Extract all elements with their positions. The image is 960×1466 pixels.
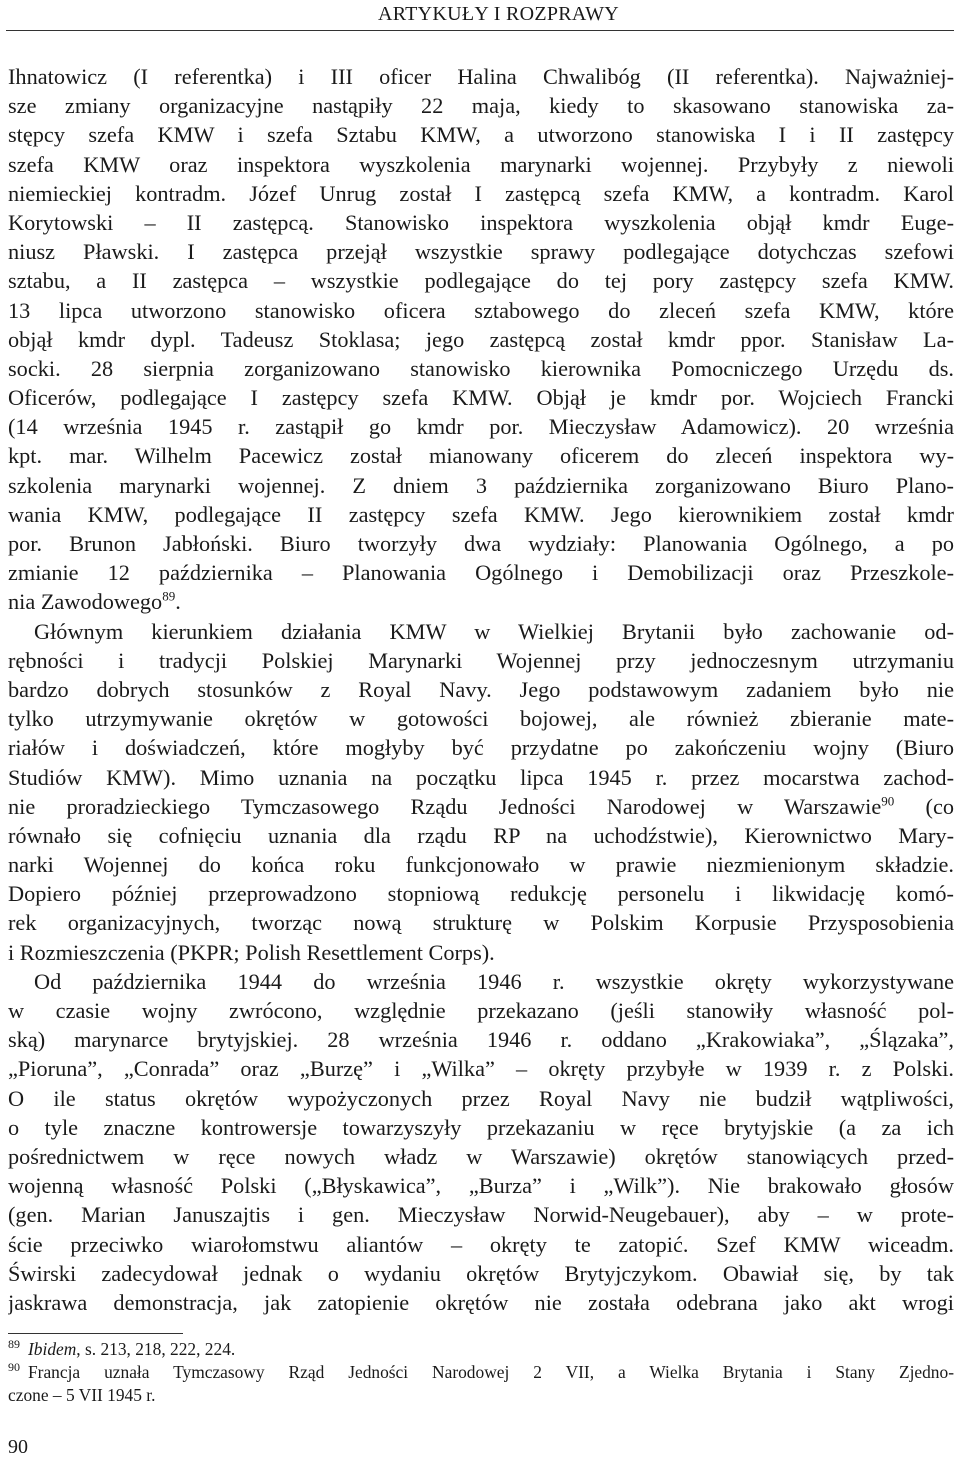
text-line: Studiów KMW). Mimo uznania na początku lipca 1945 r. przez mocarstwa zachod-	[8, 764, 954, 790]
text-line: jaskrawa demonstracja, jak zatopienie okrętów nie została odebrana jako akt wrogi	[8, 1289, 954, 1315]
text-line: 13 lipca utworzono stanowisko oficera sztabowego do zleceń szefa KMW, które	[8, 297, 954, 323]
text-line: o tyle znaczne kontrowersje towarzyszyły przekazaniu w ręce brytyjskie (a za ich	[8, 1114, 954, 1140]
footnote-number: 90	[8, 1361, 20, 1375]
text-line: riałów i doświadczeń, które mogłyby być przydatne po zakończeniu wojny (Biuro	[8, 735, 954, 761]
footnote-90	[8, 1361, 954, 1384]
text-line: O ile status okrętów wypożyczonych przez Royal Navy nie budził wątpliwości,	[8, 1085, 954, 1111]
text-line: narki Wojennej do końca roku funkcjonowało w prawie niezmienionym składzie.	[8, 852, 954, 878]
footnote-ref-90[interactable]: 90	[881, 793, 895, 809]
text-line: i Rozmieszczenia (PKPR; Polish Resettlement Corps).	[8, 939, 495, 965]
text-line: Głównym kierunkiem działania KMW w Wielkiej Brytanii było zachowanie od-	[34, 618, 954, 644]
text-line: wania KMW, podlegające II zastępcy szefa KMW. Jego kierownikiem został kmdr	[8, 501, 954, 527]
text-line: (gen. Marian Januszajtis i gen. Mieczysław Norwid-Neugebauer), aby – w prote-	[8, 1202, 954, 1228]
header-rule	[6, 30, 954, 31]
text-line: tylko utrzymywanie okrętów w gotowości bojowej, ale również zbieranie mate-	[8, 706, 954, 732]
footnote-number: 89	[8, 1338, 20, 1352]
body-text	[8, 62, 954, 1317]
page-number: 90	[8, 1436, 28, 1458]
text-line: stępcy szefa KMW i szefa Sztabu KMW, a utworzono stanowiska I i II zastępcy	[8, 122, 954, 148]
text-line: niemieckiej kontradm. Józef Unrug został I zastępcą szefa KMW, a kontradm. Karol	[8, 180, 954, 206]
text-line	[8, 587, 954, 616]
footnote-text: Francja uznała Tymczasowy Rząd Jedności Narodowej 2 VII, a Wielka Brytania i Stany Zjedno-	[28, 1362, 954, 1382]
text-segment: nia Zawodowego	[8, 589, 163, 615]
text-line: niusz Pławski. I zastępca przejął wszystkie sprawy podlegające dotychczas szefowi	[8, 239, 954, 265]
text-line: szefa KMW oraz inspektora wyszkolenia marynarki wojennej. Przybyły z niewoli	[8, 151, 954, 177]
text-line: równało się cofnięciu uznania dla rządu RP na uchodźstwie), Kierownictwo Mary-	[8, 822, 954, 848]
text-line: socki. 28 sierpnia zorganizowano stanowisko kierownika Pomocniczego Urzędu ds.	[8, 355, 954, 381]
text-line: ście przeciwko wiarołomstwu aliantów – okręty te zatopić. Szef KMW wiceadm.	[8, 1231, 954, 1257]
text-line: Oficerów, podlegające I zastępcy szefa KMW. Objął je kmdr por. Wojciech Francki	[8, 385, 954, 411]
text-line: Od października 1944 do września 1946 r. wszystkie okręty wykorzystywane	[34, 968, 954, 994]
text-line: zmianie 12 października – Planowania Ogólnego i Demobilizacji oraz Przeszkole-	[8, 560, 954, 586]
footnote-90-cont: czone – 5 VII 1945 r.	[8, 1385, 156, 1405]
footnote-ref-89[interactable]: 89	[162, 588, 176, 604]
text-line: Świrski zadecydował jednak o wydaniu okrętów Brytyjczykom. Obawiał się, by tak	[8, 1260, 954, 1286]
text-line: por. Brunon Jabłoński. Biuro tworzyły dwa wydziały: Planowania Ogólnego, a po	[8, 531, 954, 556]
text-line: w czasie wojny zwrócono, względnie przekazano (jeśli stanowiły własność pol-	[8, 998, 954, 1023]
text-line: Korytowski – II zastępcą. Stanowisko inspektora wyszkolenia objął kmdr Euge-	[8, 209, 954, 235]
footnotes	[8, 1338, 954, 1407]
text-line: szkolenia marynarki wojennej. Z dniem 3 października zorganizowano Biuro Plano-	[8, 472, 954, 498]
footnote-italic: Ibidem	[28, 1339, 77, 1359]
text-segment: .	[175, 589, 181, 615]
text-line: pośrednictwem w ręce nowych władz w Warszawie) okrętów stanowiących przed-	[8, 1143, 954, 1169]
text-line: sze zmiany organizacyjne nastąpiły 22 maja, kiedy to skasowano stanowiska za-	[8, 93, 954, 119]
text-line: „Pioruna”, „Conrada” oraz „Burzę” i „Wilka” – okręty przybyłe w 1939 r. z Polski.	[8, 1056, 954, 1082]
running-header-title: ARTYKUŁY I ROZPRAWY	[377, 3, 619, 25]
text-line: rek organizacyjnych, tworząc nową strukturę w Polskim Korpusie Przysposobienia	[8, 910, 954, 936]
running-header	[0, 0, 960, 34]
text-line: (14 września 1945 r. zastąpił go kmdr por. Mieczysław Adamowicz). 20 września	[8, 414, 954, 440]
text-line: bardzo dobrych stosunków z Royal Navy. Jego podstawowym zadaniem było nie	[8, 676, 954, 702]
footnote-89	[8, 1338, 954, 1361]
text-line: rębności i tradycji Polskiej Marynarki Wojennej przy jednoczesnym utrzymaniu	[8, 647, 954, 673]
text-line: sztabu, a II zastępca – wszystkie podlegające do tej pory zastępcy szefa KMW.	[8, 268, 954, 294]
text-line: Dopiero później przeprowadzono stopniową redukcję personelu i likwidację komó-	[8, 881, 954, 907]
text-line: wojenną własność Polski („Błyskawica”, „Burza” i „Wilk”). Nie brakowało głosów	[8, 1173, 954, 1199]
footnote-rule	[8, 1333, 183, 1334]
text-segment: (co	[894, 793, 954, 819]
text-line	[8, 792, 954, 821]
text-line: Ihnatowicz (I referentka) i III oficer Halina Chwalibóg (II referentka). Najważniej-	[8, 64, 954, 89]
text-line: ską) marynarce brytyjskiej. 28 września 1946 r. oddano „Krakowiaka”, „Ślązaka”,	[8, 1027, 954, 1053]
footnote-text: , s. 213, 218, 222, 224.	[76, 1339, 236, 1359]
text-line: kpt. mar. Wilhelm Pacewicz został mianowany oficerem do zleceń inspektora wy-	[8, 443, 954, 469]
text-line: objął kmdr dypl. Tadeusz Stoklasa; jego zastępcą został kmdr ppor. Stanisław La-	[8, 326, 954, 352]
text-segment: nie proradzieckiego Tymczasowego Rządu Jedności Narodowej w Warszawie	[8, 793, 882, 819]
